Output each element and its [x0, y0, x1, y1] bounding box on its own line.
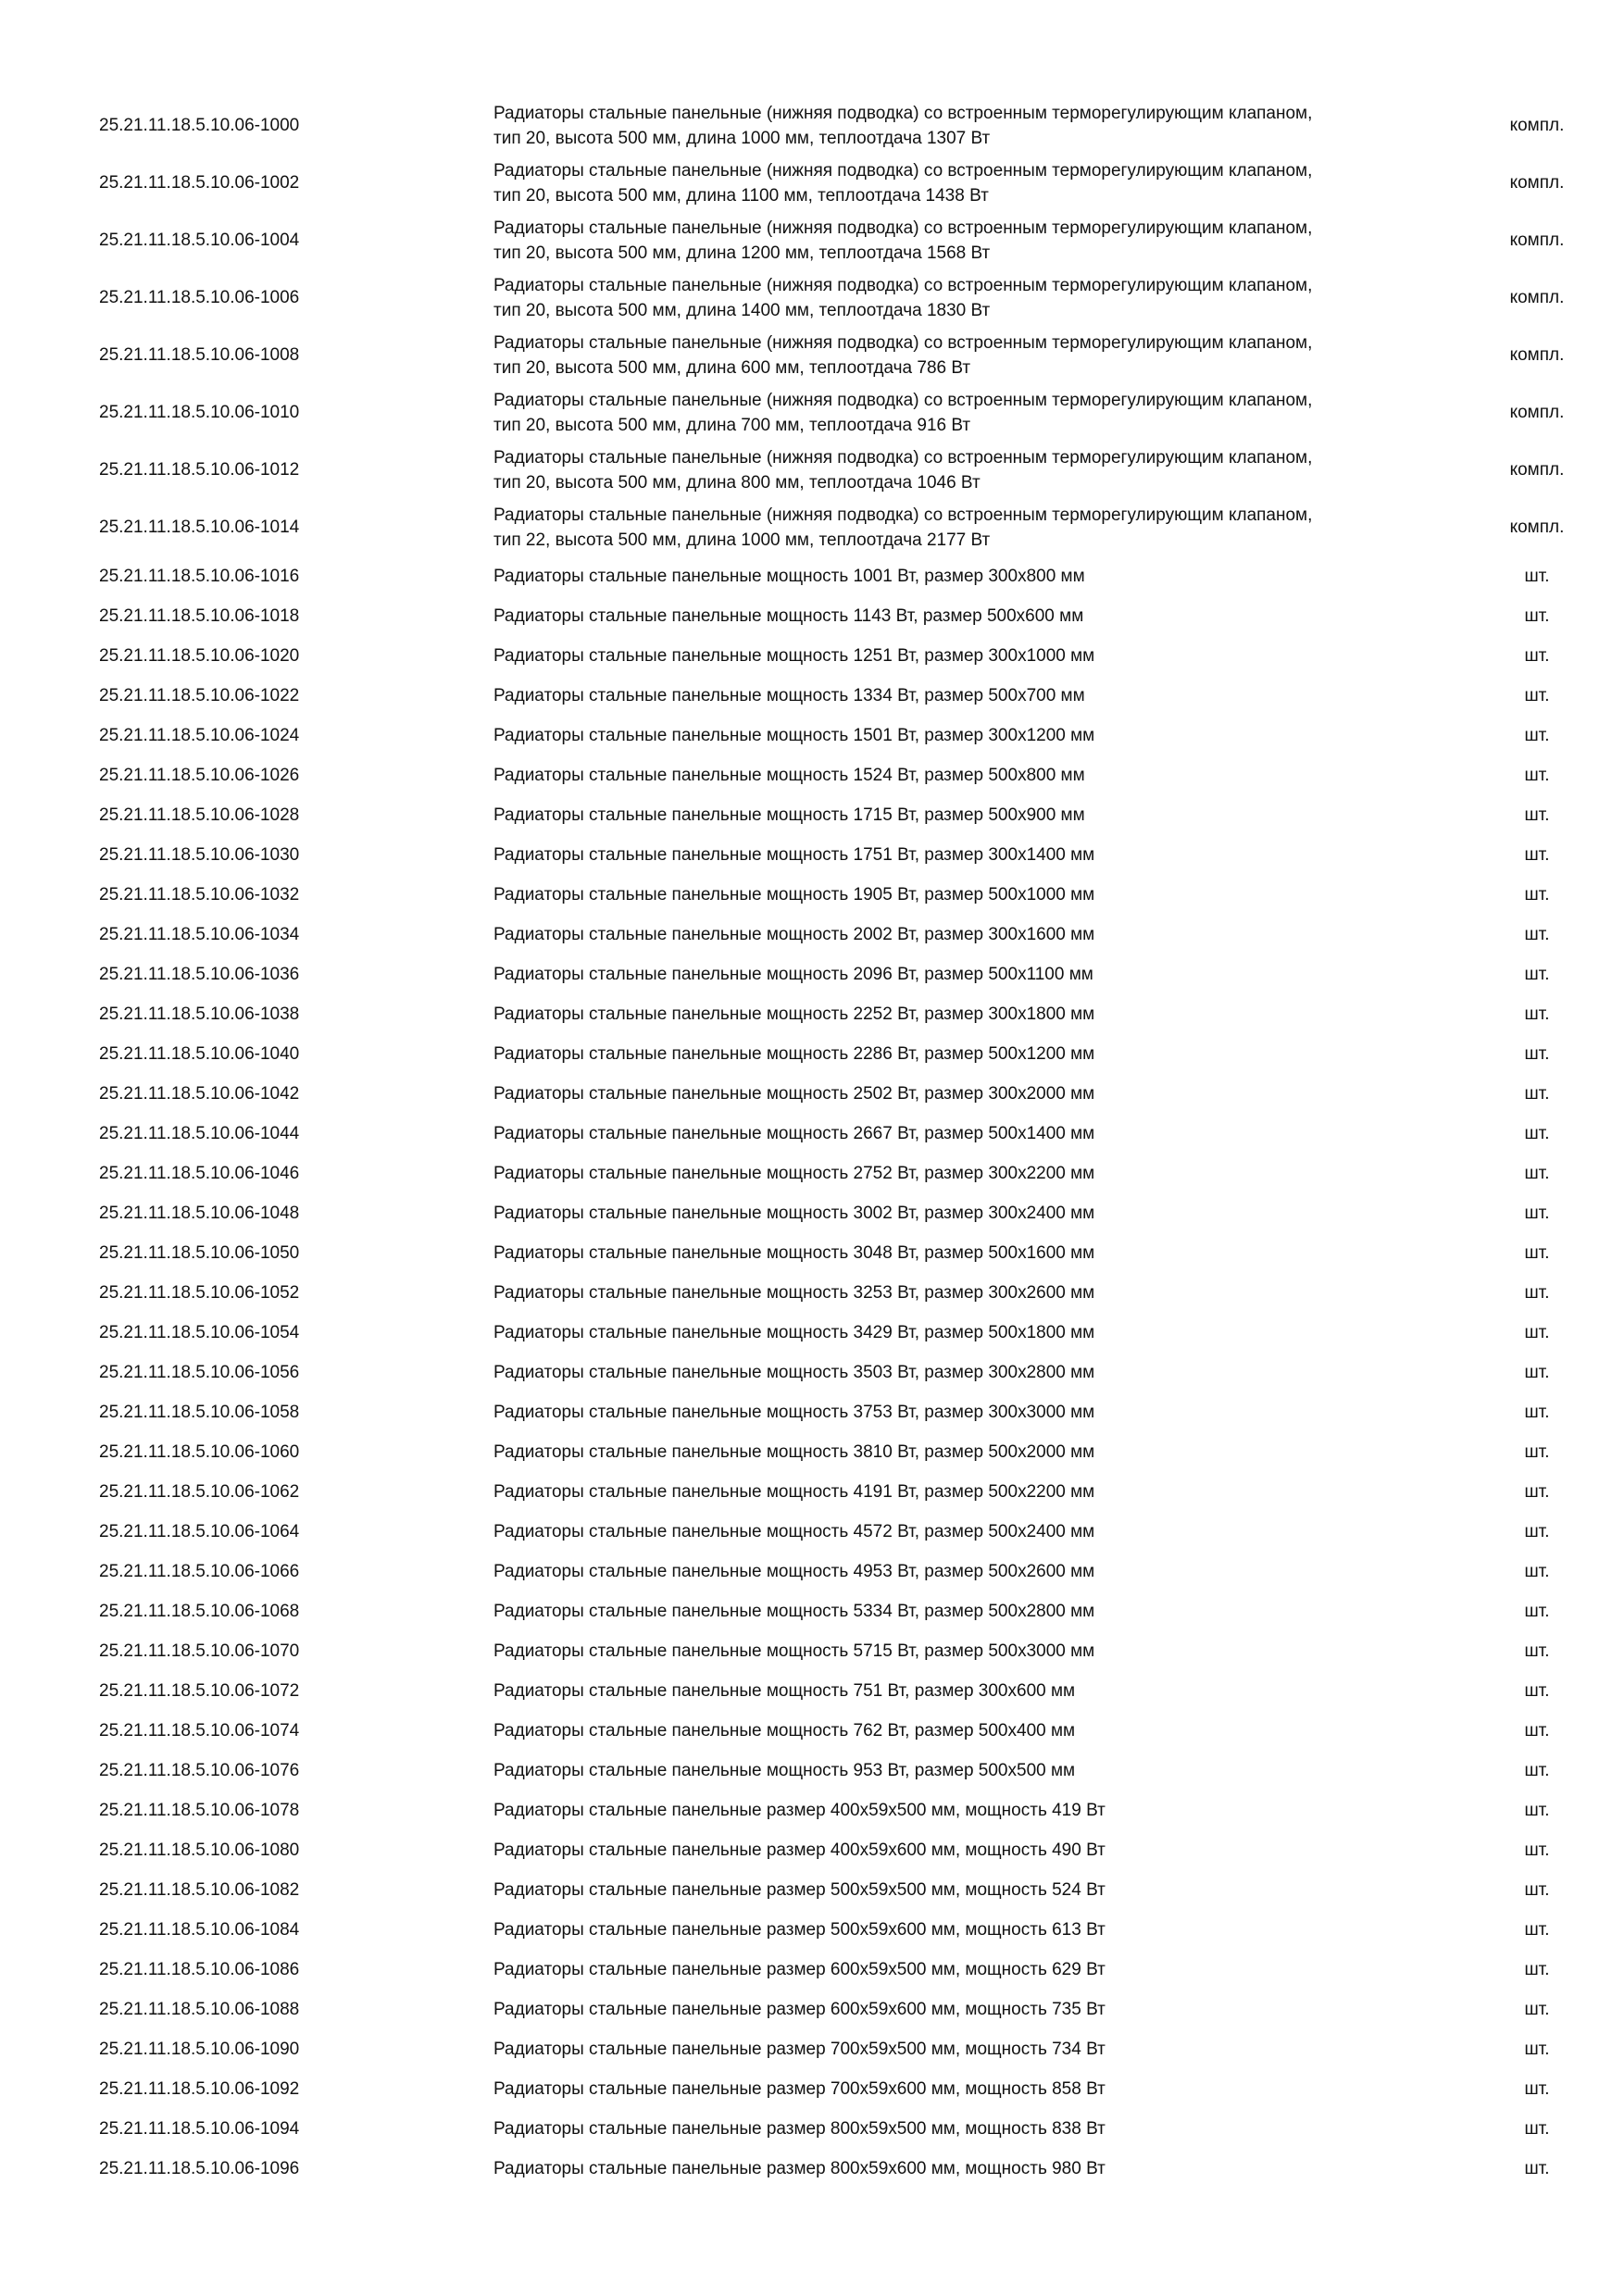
item-unit: шт. [1524, 725, 1550, 745]
item-code: 25.21.11.18.5.10.06-1006 [99, 288, 300, 307]
item-description [493, 1711, 1456, 1751]
item-unit: шт. [1524, 1004, 1550, 1024]
description-line: Радиаторы стальные панельные размер 600х59х600 мм, мощность 735 Вт [493, 2000, 1106, 2019]
item-description [493, 1154, 1456, 1193]
table-row [0, 2109, 1624, 2149]
table-row [0, 755, 1624, 795]
table-row [0, 795, 1624, 835]
item-description [493, 1591, 1456, 1631]
description-line: Радиаторы стальные панельные мощность 4953 Вт, размер 500х2600 мм [493, 1562, 1095, 1581]
item-code: 25.21.11.18.5.10.06-1034 [99, 924, 300, 944]
item-unit: компл. [1509, 231, 1565, 250]
description-line: Радиаторы стальные панельные мощность 3810 Вт, размер 500х2000 мм [493, 1442, 1095, 1462]
item-description [493, 1472, 1456, 1512]
table-row [0, 2149, 1624, 2189]
item-code: 25.21.11.18.5.10.06-1016 [99, 566, 300, 586]
table-row [0, 1990, 1624, 2029]
item-unit: компл. [1509, 116, 1565, 135]
item-description [493, 1870, 1456, 1910]
table-row [0, 97, 1624, 155]
table-row [0, 1791, 1624, 1830]
description-line: Радиаторы стальные панельные мощность 1905 Вт, размер 500х1000 мм [493, 885, 1095, 905]
item-unit: шт. [1524, 1601, 1550, 1621]
item-code: 25.21.11.18.5.10.06-1066 [99, 1561, 300, 1581]
item-code: 25.21.11.18.5.10.06-1012 [99, 460, 300, 480]
table-row [0, 1552, 1624, 1591]
item-code: 25.21.11.18.5.10.06-1044 [99, 1123, 300, 1143]
item-unit: шт. [1524, 1481, 1550, 1502]
description-line: Радиаторы стальные панельные размер 500х59х600 мм, мощность 613 Вт [493, 1920, 1106, 1940]
item-code: 25.21.11.18.5.10.06-1090 [99, 2039, 300, 2059]
item-code: 25.21.11.18.5.10.06-1052 [99, 1282, 300, 1303]
table-row [0, 1751, 1624, 1791]
item-description [493, 1950, 1456, 1990]
table-row [0, 955, 1624, 994]
description-line: Радиаторы стальные панельные мощность 1001 Вт, размер 300х800 мм [493, 567, 1085, 586]
item-code: 25.21.11.18.5.10.06-1076 [99, 1760, 300, 1780]
table-row [0, 384, 1624, 442]
item-code: 25.21.11.18.5.10.06-1030 [99, 844, 300, 865]
item-code: 25.21.11.18.5.10.06-1064 [99, 1521, 300, 1541]
item-unit: шт. [1524, 1282, 1550, 1303]
item-description [493, 2069, 1456, 2109]
description-line: Радиаторы стальные панельные размер 700х59х500 мм, мощность 734 Вт [493, 2040, 1106, 2059]
item-description [493, 1392, 1456, 1432]
item-description [493, 716, 1456, 755]
table-row [0, 1313, 1624, 1353]
table-row [0, 1830, 1624, 1870]
description-line: Радиаторы стальные панельные мощность 1715 Вт, размер 500х900 мм [493, 805, 1085, 825]
description-line: Радиаторы стальные панельные мощность 3048 Вт, размер 500х1600 мм [493, 1243, 1095, 1263]
item-code: 25.21.11.18.5.10.06-1010 [99, 403, 300, 422]
description-line: Радиаторы стальные панельные мощность 2667 Вт, размер 500х1400 мм [493, 1124, 1095, 1143]
item-unit: шт. [1524, 1680, 1550, 1701]
item-unit: компл. [1509, 345, 1565, 365]
item-code: 25.21.11.18.5.10.06-1084 [99, 1919, 300, 1940]
item-code: 25.21.11.18.5.10.06-1022 [99, 685, 300, 705]
table-row [0, 994, 1624, 1034]
item-unit: шт. [1524, 685, 1550, 705]
item-description [493, 596, 1456, 636]
item-unit: компл. [1509, 403, 1565, 422]
table-row [0, 327, 1624, 384]
item-description [493, 1233, 1456, 1273]
item-code: 25.21.11.18.5.10.06-1046 [99, 1163, 300, 1183]
table-row [0, 2069, 1624, 2109]
item-code: 25.21.11.18.5.10.06-1032 [99, 884, 300, 905]
description-line: Радиаторы стальные панельные мощность 953 Вт, размер 500х500 мм [493, 1761, 1076, 1780]
item-code: 25.21.11.18.5.10.06-1038 [99, 1004, 300, 1024]
description-line: Радиаторы стальные панельные мощность 751 Вт, размер 300х600 мм [493, 1681, 1076, 1701]
item-description [493, 1631, 1456, 1671]
description-line: тип 22, высота 500 мм, длина 1000 мм, теплоотдача 2177 Вт [493, 530, 991, 550]
description-line: Радиаторы стальные панельные мощность 1251 Вт, размер 300х1000 мм [493, 646, 1095, 666]
item-code: 25.21.11.18.5.10.06-1036 [99, 964, 300, 984]
description-line: Радиаторы стальные панельные мощность 1524 Вт, размер 500х800 мм [493, 766, 1085, 785]
item-description [493, 1074, 1456, 1114]
item-code: 25.21.11.18.5.10.06-1088 [99, 1999, 300, 2019]
description-line: Радиаторы стальные панельные мощность 4191 Вт, размер 500х2200 мм [493, 1482, 1095, 1502]
description-line: Радиаторы стальные панельные мощность 4572 Вт, размер 500х2400 мм [493, 1522, 1095, 1541]
item-description [493, 1193, 1456, 1233]
description-line: Радиаторы стальные панельные мощность 5715 Вт, размер 500х3000 мм [493, 1641, 1095, 1661]
description-line: тип 20, высота 500 мм, длина 1200 мм, теплоотдача 1568 Вт [493, 243, 991, 263]
item-description [493, 2029, 1456, 2069]
item-description [493, 994, 1456, 1034]
table-row [0, 1671, 1624, 1711]
table-row [0, 835, 1624, 875]
table-row [0, 1114, 1624, 1154]
description-line: Радиаторы стальные панельные размер 500х59х500 мм, мощность 524 Вт [493, 1880, 1106, 1900]
table-row [0, 1950, 1624, 1990]
item-code: 25.21.11.18.5.10.06-1094 [99, 2118, 300, 2139]
item-code: 25.21.11.18.5.10.06-1026 [99, 765, 300, 785]
item-unit: шт. [1524, 1561, 1550, 1581]
description-line: Радиаторы стальные панельные мощность 1143 Вт, размер 500х600 мм [493, 606, 1084, 626]
item-code: 25.21.11.18.5.10.06-1080 [99, 1840, 300, 1860]
item-code: 25.21.11.18.5.10.06-1028 [99, 805, 300, 825]
item-unit: компл. [1509, 460, 1565, 480]
item-code: 25.21.11.18.5.10.06-1054 [99, 1322, 300, 1342]
table-row [0, 1870, 1624, 1910]
item-code: 25.21.11.18.5.10.06-1086 [99, 1959, 300, 1979]
item-unit: шт. [1524, 566, 1550, 586]
description-line: Радиаторы стальные панельные мощность 3753 Вт, размер 300х3000 мм [493, 1403, 1095, 1422]
description-line: тип 20, высота 500 мм, длина 1000 мм, теплоотдача 1307 Вт [493, 129, 991, 148]
description-line: Радиаторы стальные панельные мощность 3503 Вт, размер 300х2800 мм [493, 1363, 1095, 1382]
item-code: 25.21.11.18.5.10.06-1056 [99, 1362, 300, 1382]
item-code: 25.21.11.18.5.10.06-1014 [99, 518, 300, 537]
table-row [0, 636, 1624, 676]
item-unit: шт. [1524, 1879, 1550, 1900]
item-description [493, 676, 1456, 716]
item-code: 25.21.11.18.5.10.06-1068 [99, 1601, 300, 1621]
item-code: 25.21.11.18.5.10.06-1060 [99, 1441, 300, 1462]
item-description [493, 97, 1456, 155]
item-description [493, 955, 1456, 994]
item-description [493, 1313, 1456, 1353]
item-code: 25.21.11.18.5.10.06-1040 [99, 1043, 300, 1064]
description-line: Радиаторы стальные панельные мощность 2752 Вт, размер 300х2200 мм [493, 1164, 1095, 1183]
item-code: 25.21.11.18.5.10.06-1050 [99, 1242, 300, 1263]
item-unit: компл. [1509, 288, 1565, 307]
table-row [0, 1154, 1624, 1193]
item-unit: шт. [1524, 1999, 1550, 2019]
table-row [0, 1910, 1624, 1950]
description-line: тип 20, высота 500 мм, длина 1100 мм, теплоотдача 1438 Вт [493, 186, 989, 206]
table-row [0, 1233, 1624, 1273]
item-description [493, 155, 1456, 212]
item-code: 25.21.11.18.5.10.06-1008 [99, 345, 300, 365]
item-description [493, 499, 1456, 556]
description-line: Радиаторы стальные панельные мощность 762 Вт, размер 500х400 мм [493, 1721, 1076, 1741]
description-line: Радиаторы стальные панельные (нижняя подводка) со встроенным терморегулирующим клапаном, [493, 505, 1313, 525]
item-description [493, 1910, 1456, 1950]
item-description [493, 755, 1456, 795]
table-row [0, 155, 1624, 212]
description-line: Радиаторы стальные панельные (нижняя подводка) со встроенным терморегулирующим клапаном, [493, 276, 1313, 295]
table-row [0, 716, 1624, 755]
item-description [493, 1751, 1456, 1791]
description-line: Радиаторы стальные панельные (нижняя подводка) со встроенным терморегулирующим клапаном, [493, 391, 1313, 410]
item-description [493, 269, 1456, 327]
item-code: 25.21.11.18.5.10.06-1078 [99, 1800, 300, 1820]
table-row [0, 1591, 1624, 1631]
description-line: Радиаторы стальные панельные мощность 1501 Вт, размер 300х1200 мм [493, 726, 1095, 745]
item-description [493, 1990, 1456, 2029]
item-unit: шт. [1524, 1322, 1550, 1342]
price-list-table [0, 97, 1624, 2189]
item-description [493, 212, 1456, 269]
item-code: 25.21.11.18.5.10.06-1072 [99, 1680, 300, 1701]
description-line: Радиаторы стальные панельные мощность 3429 Вт, размер 500х1800 мм [493, 1323, 1095, 1342]
item-description [493, 1273, 1456, 1313]
description-line: Радиаторы стальные панельные размер 800х59х500 мм, мощность 838 Вт [493, 2119, 1106, 2139]
table-row [0, 1193, 1624, 1233]
table-row [0, 1432, 1624, 1472]
table-row [0, 1074, 1624, 1114]
table-row [0, 1512, 1624, 1552]
table-row [0, 269, 1624, 327]
description-line: Радиаторы стальные панельные мощность 2252 Вт, размер 300х1800 мм [493, 1004, 1095, 1024]
item-code: 25.21.11.18.5.10.06-1048 [99, 1203, 300, 1223]
description-line: Радиаторы стальные панельные мощность 1751 Вт, размер 300х1400 мм [493, 845, 1095, 865]
item-description [493, 835, 1456, 875]
item-unit: шт. [1524, 884, 1550, 905]
item-unit: шт. [1524, 1800, 1550, 1820]
item-unit: шт. [1524, 1521, 1550, 1541]
description-line: Радиаторы стальные панельные мощность 3253 Вт, размер 300х2600 мм [493, 1283, 1095, 1303]
item-unit: шт. [1524, 844, 1550, 865]
table-row [0, 556, 1624, 596]
item-code: 25.21.11.18.5.10.06-1092 [99, 2078, 300, 2099]
item-unit: шт. [1524, 1441, 1550, 1462]
item-description [493, 1114, 1456, 1154]
item-description [493, 1432, 1456, 1472]
item-description [493, 875, 1456, 915]
table-row [0, 442, 1624, 499]
item-unit: шт. [1524, 2118, 1550, 2139]
description-line: Радиаторы стальные панельные размер 800х59х600 мм, мощность 980 Вт [493, 2159, 1106, 2178]
item-description [493, 1512, 1456, 1552]
table-row [0, 499, 1624, 556]
description-line: Радиаторы стальные панельные мощность 2286 Вт, размер 500х1200 мм [493, 1044, 1095, 1064]
table-row [0, 1273, 1624, 1313]
item-description [493, 1034, 1456, 1074]
description-line: тип 20, высота 500 мм, длина 1400 мм, теплоотдача 1830 Вт [493, 301, 991, 320]
description-line: Радиаторы стальные панельные мощность 2096 Вт, размер 500х1100 мм [493, 965, 1093, 984]
description-line: тип 20, высота 500 мм, длина 700 мм, теплоотдача 916 Вт [493, 416, 971, 435]
item-unit: компл. [1509, 173, 1565, 193]
item-description [493, 442, 1456, 499]
item-unit: шт. [1524, 1123, 1550, 1143]
item-unit: шт. [1524, 1203, 1550, 1223]
table-row [0, 1034, 1624, 1074]
description-line: Радиаторы стальные панельные мощность 3002 Вт, размер 300х2400 мм [493, 1204, 1095, 1223]
item-code: 25.21.11.18.5.10.06-1082 [99, 1879, 300, 1900]
item-unit: шт. [1524, 964, 1550, 984]
item-description [493, 2149, 1456, 2189]
item-unit: компл. [1509, 518, 1565, 537]
item-description [493, 556, 1456, 596]
item-description [493, 1830, 1456, 1870]
item-unit: шт. [1524, 1720, 1550, 1741]
description-line: Радиаторы стальные панельные (нижняя подводка) со встроенным терморегулирующим клапаном, [493, 333, 1313, 353]
item-unit: шт. [1524, 1043, 1550, 1064]
description-line: Радиаторы стальные панельные мощность 2502 Вт, размер 300х2000 мм [493, 1084, 1095, 1104]
description-line: Радиаторы стальные панельные размер 700х59х600 мм, мощность 858 Вт [493, 2079, 1106, 2099]
description-line: Радиаторы стальные панельные (нижняя подводка) со встроенным терморегулирующим клапаном, [493, 104, 1313, 123]
item-code: 25.21.11.18.5.10.06-1024 [99, 725, 300, 745]
item-unit: шт. [1524, 1362, 1550, 1382]
item-description [493, 1353, 1456, 1392]
table-row [0, 676, 1624, 716]
table-row [0, 212, 1624, 269]
item-code: 25.21.11.18.5.10.06-1074 [99, 1720, 300, 1741]
item-unit: шт. [1524, 1641, 1550, 1661]
description-line: Радиаторы стальные панельные размер 400х59х500 мм, мощность 419 Вт [493, 1801, 1106, 1820]
item-unit: шт. [1524, 805, 1550, 825]
item-code: 25.21.11.18.5.10.06-1042 [99, 1083, 300, 1104]
description-line: Радиаторы стальные панельные мощность 5334 Вт, размер 500х2800 мм [493, 1602, 1095, 1621]
item-code: 25.21.11.18.5.10.06-1018 [99, 605, 300, 626]
item-description [493, 1791, 1456, 1830]
item-unit: шт. [1524, 2039, 1550, 2059]
item-unit: шт. [1524, 1919, 1550, 1940]
item-unit: шт. [1524, 1840, 1550, 1860]
table-row [0, 1472, 1624, 1512]
item-unit: шт. [1524, 2078, 1550, 2099]
description-line: Радиаторы стальные панельные размер 600х59х500 мм, мощность 629 Вт [493, 1960, 1106, 1979]
table-row [0, 596, 1624, 636]
item-description [493, 384, 1456, 442]
table-row [0, 915, 1624, 955]
item-code: 25.21.11.18.5.10.06-1000 [99, 116, 300, 135]
item-code: 25.21.11.18.5.10.06-1062 [99, 1481, 300, 1502]
table-row [0, 875, 1624, 915]
item-unit: шт. [1524, 1242, 1550, 1263]
table-row [0, 2029, 1624, 2069]
item-unit: шт. [1524, 645, 1550, 666]
table-row [0, 1631, 1624, 1671]
item-description [493, 795, 1456, 835]
description-line: тип 20, высота 500 мм, длина 800 мм, теплоотдача 1046 Вт [493, 473, 981, 493]
item-description [493, 2109, 1456, 2149]
item-description [493, 636, 1456, 676]
description-line: Радиаторы стальные панельные мощность 2002 Вт, размер 300х1600 мм [493, 925, 1095, 944]
item-code: 25.21.11.18.5.10.06-1002 [99, 173, 300, 193]
description-line: Радиаторы стальные панельные (нижняя подводка) со встроенным терморегулирующим клапаном, [493, 218, 1313, 238]
description-line: Радиаторы стальные панельные (нижняя подводка) со встроенным терморегулирующим клапаном, [493, 161, 1313, 181]
item-unit: шт. [1524, 2158, 1550, 2178]
table-row [0, 1392, 1624, 1432]
item-unit: шт. [1524, 1083, 1550, 1104]
item-unit: шт. [1524, 1163, 1550, 1183]
item-unit: шт. [1524, 1402, 1550, 1422]
item-code: 25.21.11.18.5.10.06-1004 [99, 231, 300, 250]
item-code: 25.21.11.18.5.10.06-1020 [99, 645, 300, 666]
description-line: Радиаторы стальные панельные мощность 1334 Вт, размер 500х700 мм [493, 686, 1085, 705]
item-code: 25.21.11.18.5.10.06-1096 [99, 2158, 300, 2178]
item-unit: шт. [1524, 765, 1550, 785]
item-unit: шт. [1524, 1760, 1550, 1780]
description-line: тип 20, высота 500 мм, длина 600 мм, теплоотдача 786 Вт [493, 358, 971, 378]
description-line: Радиаторы стальные панельные (нижняя подводка) со встроенным терморегулирующим клапаном, [493, 448, 1313, 468]
table-row [0, 1353, 1624, 1392]
item-code: 25.21.11.18.5.10.06-1058 [99, 1402, 300, 1422]
item-description [493, 915, 1456, 955]
item-description [493, 327, 1456, 384]
item-unit: шт. [1524, 924, 1550, 944]
description-line: Радиаторы стальные панельные размер 400х59х600 мм, мощность 490 Вт [493, 1841, 1106, 1860]
table-row [0, 1711, 1624, 1751]
item-code: 25.21.11.18.5.10.06-1070 [99, 1641, 300, 1661]
item-unit: шт. [1524, 605, 1550, 626]
item-unit: шт. [1524, 1959, 1550, 1979]
item-description [493, 1671, 1456, 1711]
item-description [493, 1552, 1456, 1591]
